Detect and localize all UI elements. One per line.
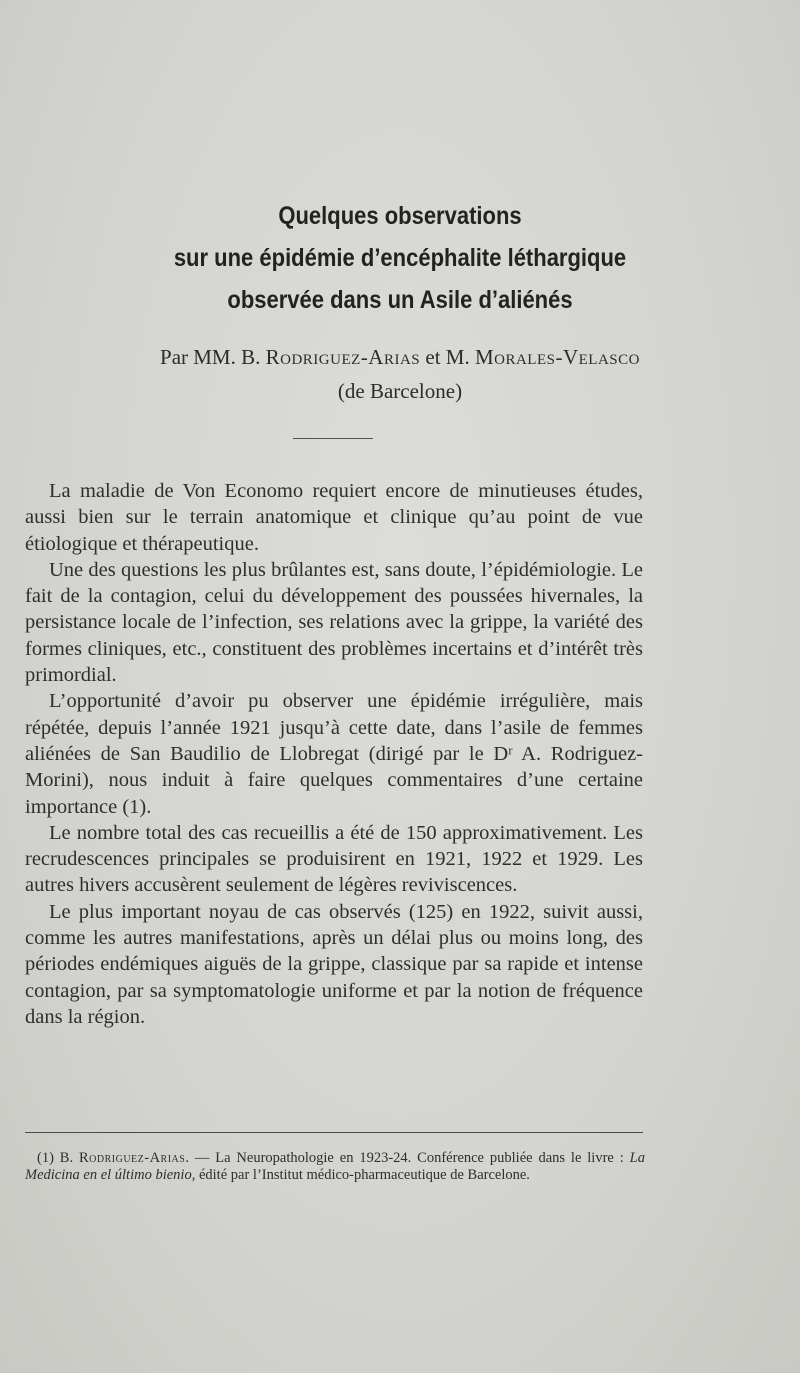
footnote-text-2: , édité par l’Institut médico-pharmaceutique de Barcelone. [191,1166,530,1183]
title-line-1: Quelques observations [278,202,522,230]
title-line-2: sur une épidémie d’encéphalite léthargique [173,244,627,272]
footnote-author: Rodriguez-Arias [78,1150,186,1166]
paragraph-1: La maladie de Von Economo requiert encore de minutieuses études, aussi bien sur le terrain anatomique et clinique qu’au point de vue étiologique et thérapeutique. [25,480,643,555]
footnote-book-title: La Medicina en el último bienio [25,1150,645,1183]
affiliation: (de Barcelone) [337,379,463,403]
paragraph-2: Une des questions les plus brûlantes est, sans doute, l’épidémiologie. Le fait de la contagion, celui du développement des poussées hivernales, la persistance locale de l’infection, ses relations avec la grippe, la variété des formes cliniques, etc., constituent des problèmes incertains et d’intérêt très primordial. [25,558,643,687]
author-prefix: Par MM. B. [160,345,266,369]
footnote-text-1: . — La Neuropathologie en 1923-24. Conférence publiée dans le livre : [185,1150,630,1166]
author-2: Morales-Velasco [474,345,640,369]
paragraph-3: L’opportunité d’avoir pu observer une épidémie irrégulière, mais répétée, depuis l’année 1921 jusqu’à cette date, dans l’asile de femmes aliénées de San Baudilio de Llobregat (dirigé par le Dʳ A. Rodriguez-Morini), nous induit à faire quelques commentaires d’une certaine importance (1). [25,690,643,818]
author-1: Rodriguez-Arias [265,345,421,369]
title-line-3: observée dans un Asile d’aliénés [227,286,573,314]
author-line [0,340,800,374]
author-connector: et M. [420,345,475,369]
footnote [25,1150,645,1183]
article-body [25,478,643,1030]
paragraph-5: Le plus important noyau de cas observés (125) en 1922, suivit aussi, comme les autres manifestations, après un délai plus ou moins long, des périodes endémiques aiguës de la grippe, classique par sa rapide et intense contagion, par sa symptomatologie uniforme et par la notion de fréquence dans la région. [25,900,643,1028]
footnote-text [25,1150,645,1183]
footnote-marker: (1) B. [37,1150,79,1166]
author-block [0,340,800,408]
paragraph-4: Le nombre total des cas recueillis a été de 150 approximativement. Les recrudescences principales se produisirent en 1921, 1922 et 1929. Les autres hivers accusèrent seulement de légères reviviscences. [25,821,643,897]
article-title [48,195,752,321]
separator-rule [293,438,373,439]
footnote-rule [25,1132,643,1133]
